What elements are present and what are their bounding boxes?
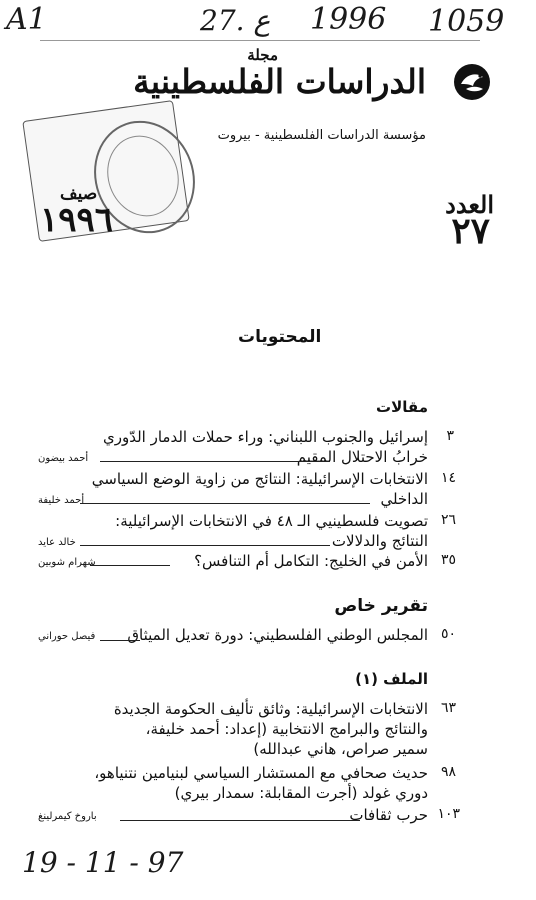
entry-page: ١٠٣ — [437, 806, 460, 822]
contents-heading: المحتويات — [238, 327, 322, 347]
journal-name: الدراسات الفلسطينية — [133, 62, 426, 101]
entry-title: حرب ثقافات — [349, 806, 428, 824]
entry-author: باروخ كيمرلينغ — [38, 811, 97, 822]
handwritten-date: 19 - 11 - 97 — [22, 846, 184, 879]
entry-page: ٥٠ — [440, 626, 456, 642]
handwritten-year: 1996 — [310, 2, 387, 37]
section-title-articles: مقالات — [376, 398, 428, 416]
entry-page: ١٤ — [440, 470, 456, 486]
entry-title: الأمن في الخليج: التكامل أم التنافس؟ — [194, 552, 428, 570]
entry-title-cont: والنتائج والبرامج الانتخابية (إعداد: أحمد خليفة، — [145, 720, 428, 738]
entry-title: الانتخابات الإسرائيلية: وثائق تأليف الحكومة الجديدة — [113, 700, 428, 718]
handwritten-number: 1059 — [428, 4, 505, 39]
entry-title: إسرائيل والجنوب اللبناني: وراء حملات الدمار الدّوري — [103, 428, 428, 446]
entry-page: ٦٣ — [440, 700, 456, 716]
entry-page: ٣٥ — [440, 552, 456, 568]
issue-year: ١٩٩٦ — [40, 200, 114, 240]
handwritten-code: A1 — [6, 2, 47, 37]
entry-title: حديث صحافي مع المستشار السياسي لبنيامين نتنياهو، — [94, 764, 428, 782]
entry-title-cont: الداخلي — [380, 490, 428, 508]
journal-kicker: مجلة — [247, 46, 278, 64]
entry-title: المجلس الوطني الفلسطيني: دورة تعديل الميثاق — [127, 626, 428, 644]
leader-line — [90, 565, 170, 566]
entry-title-cont: دوري غولد (أجرت المقابلة: سمدار بيري) — [174, 784, 428, 802]
issue-label: العدد — [445, 190, 494, 219]
leader-line — [80, 503, 370, 504]
issue-season: صيف — [60, 184, 98, 204]
publisher-name: مؤسسة الدراسات الفلسطينية - بيروت — [217, 128, 426, 143]
leader-line — [100, 461, 330, 462]
entry-author: خالد عايد — [38, 537, 76, 548]
entry-title: الانتخابات الإسرائيلية: النتائج من زاوية الوضع السياسي — [91, 470, 428, 488]
handwritten-issue: 27. ع — [200, 4, 271, 37]
entry-title-cont: سمير صراص، هاني عبدالله) — [253, 740, 428, 758]
top-rule — [40, 40, 480, 41]
entry-page: ٩٨ — [440, 764, 456, 780]
issue-number: ٢٧ — [451, 210, 490, 252]
section-title-special-report: تقرير خاص — [334, 596, 428, 616]
entry-title: تصويت فلسطينيي الـ ٤٨ في الانتخابات الإسرائيلية: — [115, 512, 428, 530]
entry-author: شهرام شوبين — [38, 557, 96, 568]
entry-title-cont: خرابُ الاحتلال المقيم — [296, 448, 428, 466]
dove-emblem-icon — [452, 62, 492, 102]
entry-page: ٣ — [446, 428, 454, 444]
entry-title-cont: النتائج والدلالات — [331, 532, 428, 550]
leader-line — [100, 640, 140, 641]
entry-author: أحمد بيضون — [38, 453, 89, 464]
leader-line — [120, 820, 360, 821]
entry-author: أحمد خليفة — [38, 495, 85, 506]
publisher-logo — [452, 62, 492, 102]
entry-page: ٢٦ — [440, 512, 456, 528]
entry-author: فيصل حوراني — [38, 631, 96, 642]
leader-line — [80, 545, 330, 546]
section-title-file: الملف (١) — [355, 670, 428, 688]
